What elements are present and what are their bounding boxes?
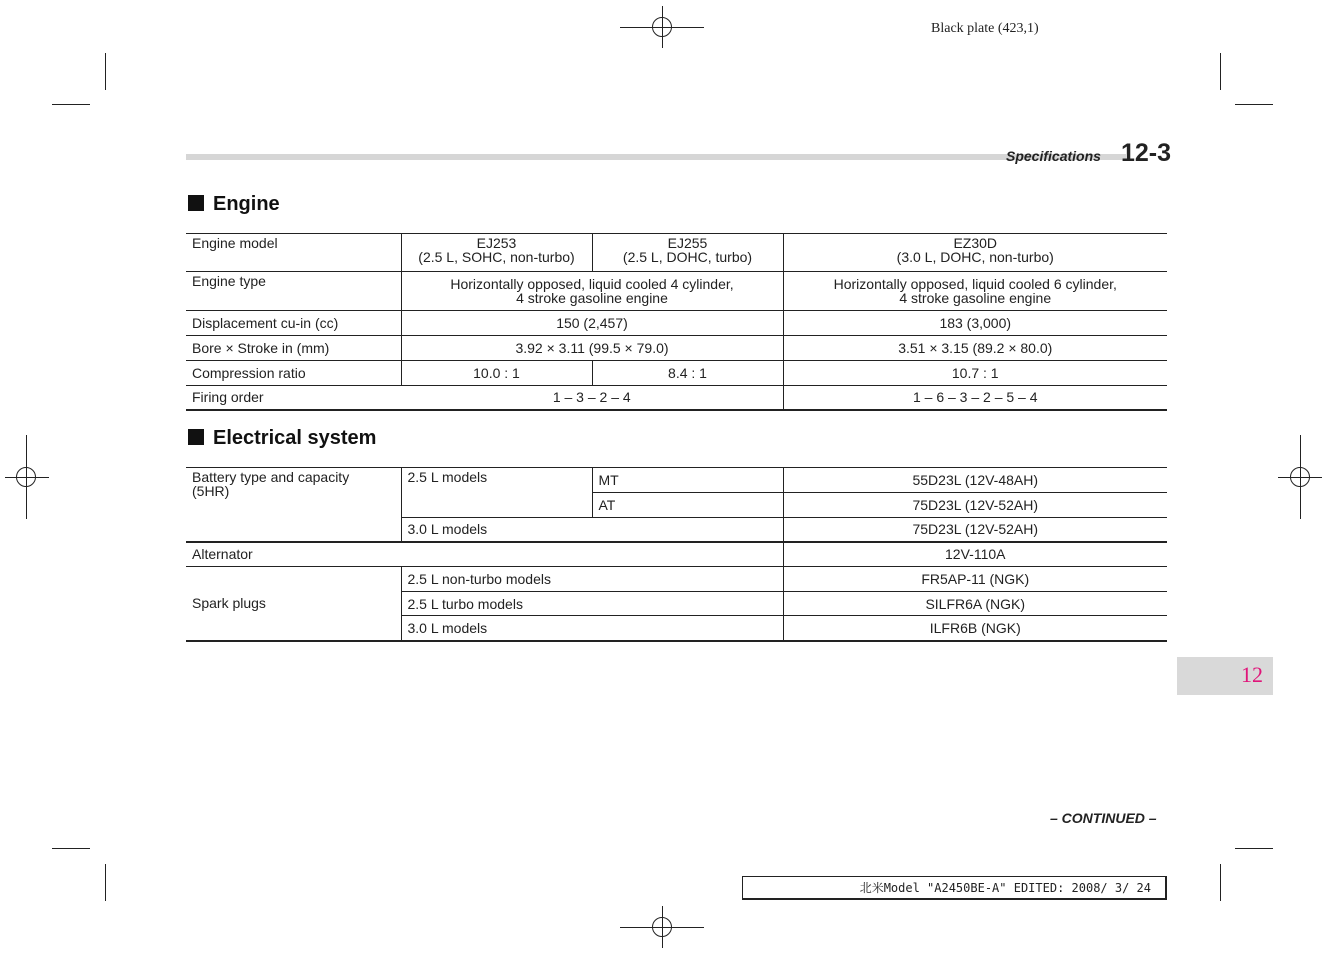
ez30d-desc: (3.0 L, DOHC, non-turbo) xyxy=(896,249,1054,265)
table-row xyxy=(186,386,1167,410)
table-row xyxy=(186,336,1167,361)
firing-order-label: Firing order xyxy=(186,386,401,410)
page-number: 12-3 xyxy=(1121,139,1172,167)
registration-mark-icon xyxy=(16,467,36,487)
chapter-tab-number: 12 xyxy=(1241,662,1263,687)
firing-order-25: 1 – 3 – 2 – 4 xyxy=(401,386,783,410)
table-row xyxy=(186,361,1167,386)
table-row xyxy=(186,311,1167,336)
engine-table xyxy=(186,233,1167,411)
battery-30-value: 75D23L (12V-52AH) xyxy=(783,518,1167,542)
ez30d-cell xyxy=(783,234,1167,272)
spark-r3-value: ILFR6B (NGK) xyxy=(783,616,1167,641)
displacement-label: Displacement cu-in (cc) xyxy=(186,311,401,336)
ej255-name: EJ255 xyxy=(667,235,708,251)
battery-label xyxy=(186,468,401,542)
compression-label: Compression ratio xyxy=(186,361,401,386)
square-bullet-icon xyxy=(188,195,204,211)
registration-mark-icon xyxy=(652,917,672,937)
bore-stroke-25: 3.92 × 3.11 (99.5 × 79.0) xyxy=(401,336,783,361)
battery-label-line1: Battery type and capacity xyxy=(192,469,350,485)
compression-ej255: 8.4 : 1 xyxy=(592,361,783,386)
header-rule xyxy=(186,154,1126,160)
ez30d-name: EZ30D xyxy=(953,235,998,251)
alternator-value: 12V-110A xyxy=(783,542,1167,567)
engine-type-label: Engine type xyxy=(186,272,401,311)
engine-type-25-line1: Horizontally opposed, liquid cooled 4 cylinder, xyxy=(450,276,734,292)
spark-r1-model: 2.5 L non-turbo models xyxy=(401,567,783,592)
displacement-25: 150 (2,457) xyxy=(401,311,783,336)
engine-type-30-line1: Horizontally opposed, liquid cooled 6 cylinder, xyxy=(833,276,1117,292)
section-header-title: Specifications xyxy=(1006,148,1101,164)
alternator-label: Alternator xyxy=(186,542,783,567)
engine-type-25-line2: 4 stroke gasoline engine xyxy=(516,290,668,306)
engine-type-30 xyxy=(783,272,1167,311)
plate-label: Black plate (423,1) xyxy=(931,21,1039,36)
bore-stroke-30: 3.51 × 3.15 (89.2 × 80.0) xyxy=(783,336,1167,361)
square-bullet-icon xyxy=(188,429,204,445)
table-row xyxy=(186,542,1167,567)
table-row xyxy=(186,234,1167,272)
electrical-heading xyxy=(188,427,376,450)
battery-mt-value: 55D23L (12V-48AH) xyxy=(783,468,1167,493)
compression-30: 10.7 : 1 xyxy=(783,361,1167,386)
ej255-cell xyxy=(592,234,783,272)
electrical-heading-text: Electrical system xyxy=(213,427,377,449)
ej255-desc: (2.5 L, DOHC, turbo) xyxy=(622,249,753,265)
battery-30-models: 3.0 L models xyxy=(401,518,783,542)
engine-type-25 xyxy=(401,272,783,311)
continued-label: – CONTINUED – xyxy=(1050,810,1157,826)
displacement-30: 183 (3,000) xyxy=(783,311,1167,336)
footer-edit-box xyxy=(742,876,1167,900)
spark-r1-value: FR5AP-11 (NGK) xyxy=(783,567,1167,592)
battery-at: AT xyxy=(592,493,783,518)
battery-mt: MT xyxy=(592,468,783,493)
footer-edit-text: 北米Model "A2450BE-A" EDITED: 2008/ 3/ 24 xyxy=(859,881,1151,895)
engine-heading-text: Engine xyxy=(213,193,280,215)
registration-mark-icon xyxy=(652,17,672,37)
spark-r2-value: SILFR6A (NGK) xyxy=(783,592,1167,616)
table-row xyxy=(186,272,1167,311)
table-row xyxy=(186,567,1167,592)
spark-plugs-label: Spark plugs xyxy=(186,567,401,641)
compression-ej253: 10.0 : 1 xyxy=(401,361,592,386)
ej253-desc: (2.5 L, SOHC, non-turbo) xyxy=(418,249,575,265)
battery-25-models: 2.5 L models xyxy=(401,468,592,518)
registration-mark-icon xyxy=(1290,467,1310,487)
electrical-table xyxy=(186,467,1167,642)
battery-at-value: 75D23L (12V-52AH) xyxy=(783,493,1167,518)
firing-order-30: 1 – 6 – 3 – 2 – 5 – 4 xyxy=(783,386,1167,410)
spark-r3-model: 3.0 L models xyxy=(401,616,783,641)
engine-heading xyxy=(188,193,280,216)
spark-r2-model: 2.5 L turbo models xyxy=(401,592,783,616)
table-row xyxy=(186,468,1167,493)
bore-stroke-label: Bore × Stroke in (mm) xyxy=(186,336,401,361)
ej253-name: EJ253 xyxy=(476,235,517,251)
chapter-tab xyxy=(1177,657,1273,695)
ej253-cell xyxy=(401,234,592,272)
battery-label-line2: (5HR) xyxy=(192,483,230,499)
engine-model-label: Engine model xyxy=(186,234,401,272)
engine-type-30-line2: 4 stroke gasoline engine xyxy=(899,290,1052,306)
